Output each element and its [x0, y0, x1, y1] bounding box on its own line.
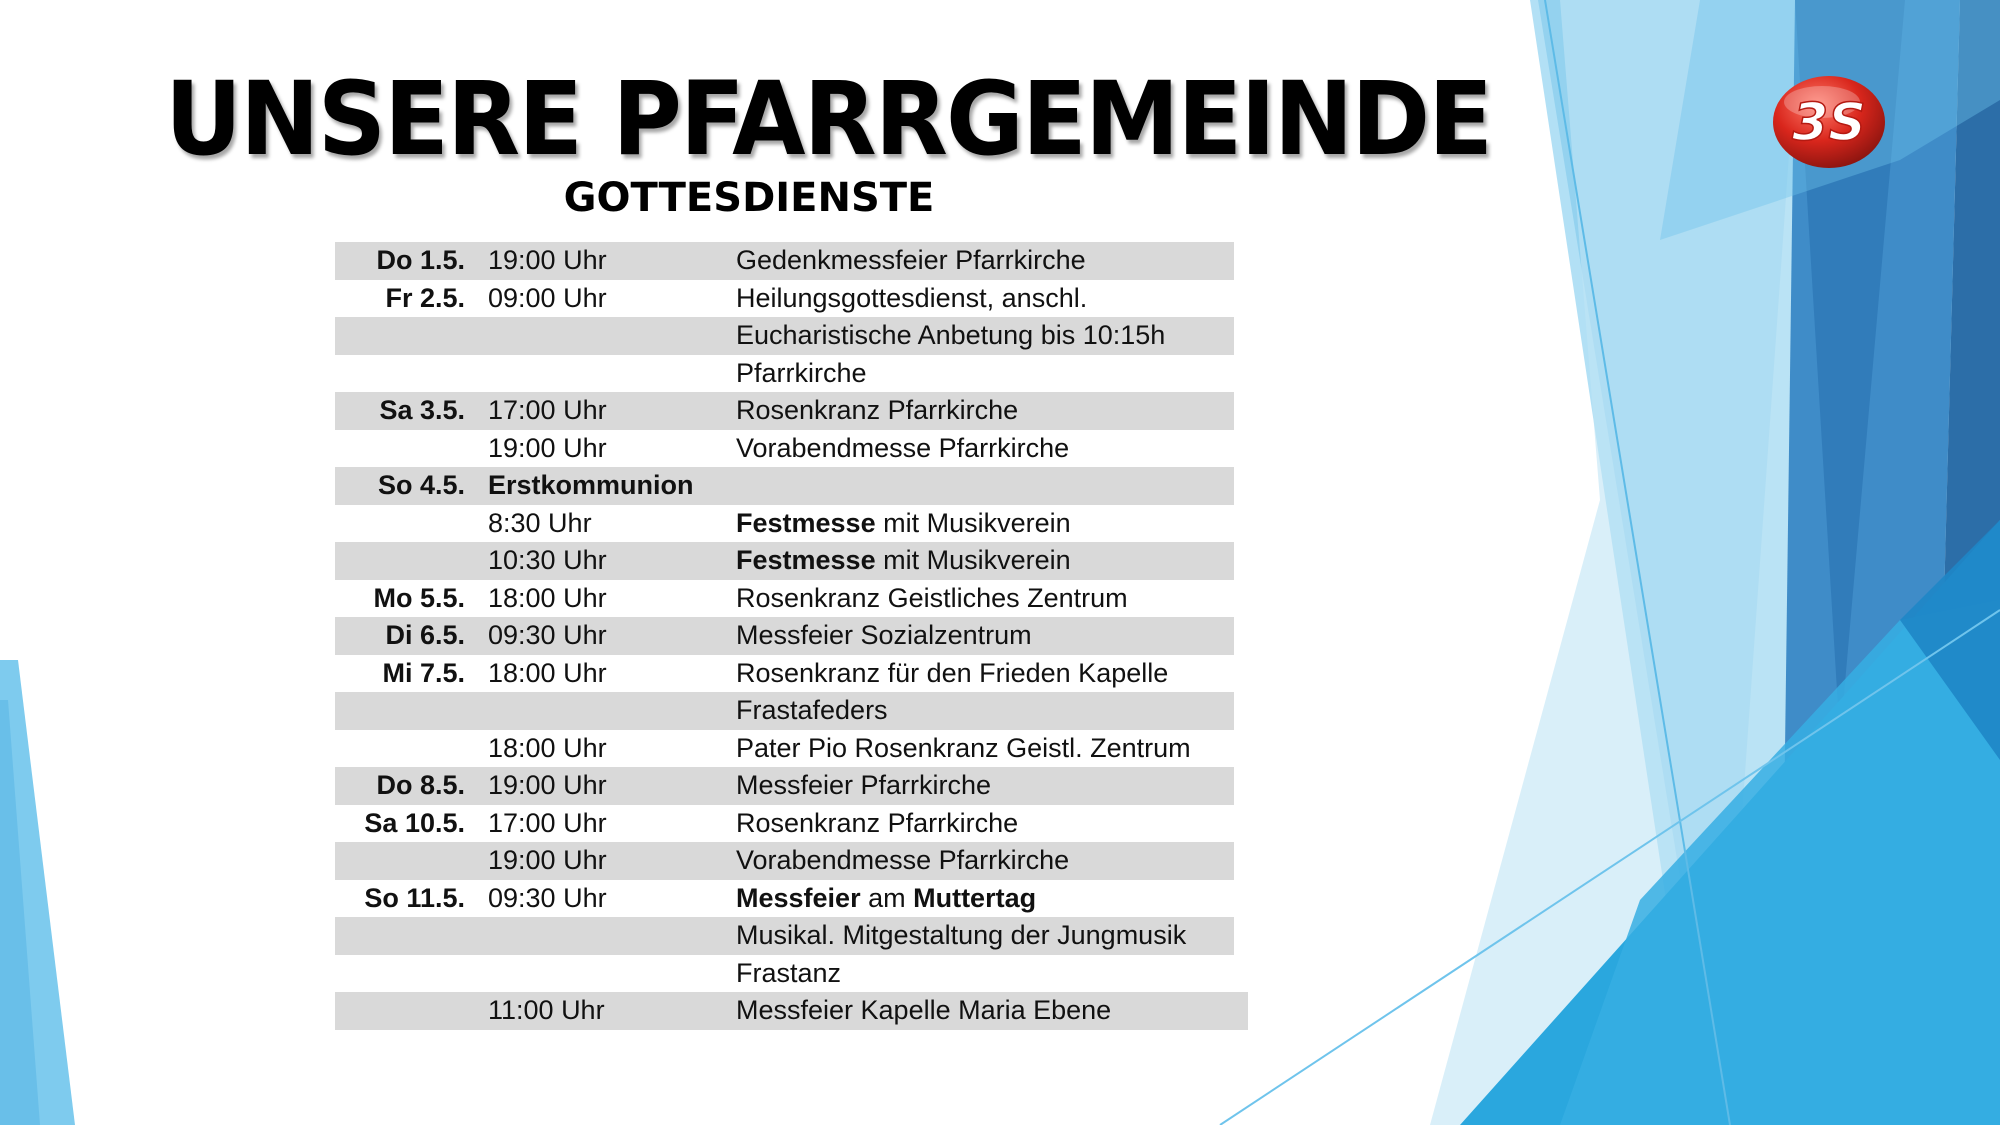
schedule-event-text: Messfeier Kapelle Maria Ebene	[736, 995, 1112, 1026]
schedule-day: So 4.5.	[377, 470, 465, 501]
schedule-time: 19:00 Uhr	[488, 432, 607, 463]
schedule-time: 17:00 Uhr	[488, 395, 607, 426]
schedule-event-text: am	[860, 882, 914, 913]
schedule-row	[335, 767, 1234, 805]
schedule-row	[335, 842, 1234, 880]
schedule-event-text: Musikal. Mitgestaltung der Jungmusik	[736, 920, 1187, 951]
schedule-time: 09:00 Uhr	[488, 282, 607, 313]
schedule-day: So 11.5.	[364, 882, 465, 913]
logo-3s-icon	[1770, 72, 1888, 172]
schedule-row	[335, 880, 1234, 918]
schedule-event	[736, 920, 1186, 951]
schedule-time: 17:00 Uhr	[488, 807, 607, 838]
schedule-event	[736, 283, 1087, 314]
schedule-event-text: Frastafeders	[736, 695, 888, 726]
schedule-row	[335, 542, 1234, 580]
schedule-day: Sa 3.5.	[379, 395, 465, 426]
schedule-event-text: mit Musikverein	[875, 545, 1071, 576]
schedule-row	[335, 505, 1234, 543]
schedule-day: Sa 10.5.	[364, 807, 465, 838]
schedule-time: Erstkommunion	[488, 470, 694, 501]
schedule-time: 8:30 Uhr	[488, 507, 592, 538]
schedule-event	[736, 245, 1086, 276]
schedule-row	[335, 242, 1234, 280]
schedule-day: Fr 2.5.	[385, 282, 465, 313]
schedule-time: 18:00 Uhr	[488, 732, 607, 763]
schedule-row	[335, 992, 1248, 1030]
schedule-event	[736, 620, 1032, 651]
schedule-event-text: Rosenkranz Pfarrkirche	[736, 807, 1019, 838]
schedule-day: Do 1.5.	[376, 245, 465, 276]
schedule-row	[335, 917, 1234, 955]
schedule-row	[335, 655, 1234, 693]
schedule-event	[736, 883, 1036, 914]
schedule-time: 11:00 Uhr	[488, 995, 605, 1026]
schedule-row	[335, 280, 1234, 318]
schedule-row	[335, 430, 1234, 468]
schedule-event	[736, 995, 1111, 1026]
schedule-event-text: Vorabendmesse Pfarrkirche	[736, 432, 1070, 463]
schedule-event-text: Muttertag	[913, 882, 1037, 913]
schedule-event-text: mit Musikverein	[875, 507, 1071, 538]
page-subtitle: GOTTESDIENSTE	[563, 175, 935, 221]
schedule-row	[335, 617, 1234, 655]
schedule-event	[736, 433, 1069, 464]
schedule-event-text: Festmesse	[736, 545, 876, 576]
schedule-event	[736, 808, 1018, 839]
schedule-time: 09:30 Uhr	[488, 882, 607, 913]
schedule-event	[736, 395, 1018, 426]
schedule-event-text: Pater Pio Rosenkranz Geistl. Zentrum	[736, 732, 1191, 763]
schedule-event	[736, 583, 1128, 614]
logo-text: 3S	[1792, 93, 1866, 153]
schedule-event-text: Heilungsgottesdienst, anschl.	[736, 282, 1088, 313]
schedule-time: 19:00 Uhr	[488, 770, 607, 801]
schedule-time: 10:30 Uhr	[488, 545, 607, 576]
schedule-event-text: Festmesse	[736, 507, 876, 538]
schedule-time: 18:00 Uhr	[488, 582, 607, 613]
schedule-event-text: Messfeier	[736, 882, 861, 913]
schedule-day: Di 6.5.	[385, 620, 465, 651]
schedule-event-text: Rosenkranz für den Frieden Kapelle	[736, 657, 1169, 688]
page-title: UNSERE PFARRGEMEINDE	[165, 60, 1492, 179]
service-schedule-table	[335, 242, 1248, 1030]
schedule-event	[736, 958, 841, 989]
schedule-event	[736, 845, 1069, 876]
schedule-event-text: Eucharistische Anbetung bis 10:15h	[736, 320, 1166, 351]
schedule-row	[335, 392, 1234, 430]
schedule-event	[736, 508, 1071, 539]
schedule-event	[736, 658, 1168, 689]
schedule-row	[335, 355, 1234, 393]
schedule-time: 18:00 Uhr	[488, 657, 607, 688]
schedule-event	[736, 358, 867, 389]
schedule-row	[335, 317, 1234, 355]
schedule-event-text: Pfarrkirche	[736, 357, 867, 388]
schedule-event	[736, 545, 1071, 576]
schedule-day: Mo 5.5.	[373, 582, 465, 613]
schedule-row	[335, 467, 1234, 505]
schedule-row	[335, 692, 1234, 730]
schedule-time: 09:30 Uhr	[488, 620, 607, 651]
schedule-time: 19:00 Uhr	[488, 845, 607, 876]
schedule-event	[736, 320, 1165, 351]
schedule-row	[335, 955, 1234, 993]
schedule-event	[736, 770, 991, 801]
schedule-row	[335, 580, 1234, 618]
schedule-event-text: Messfeier Sozialzentrum	[736, 620, 1032, 651]
schedule-row	[335, 730, 1234, 768]
schedule-event	[736, 733, 1191, 764]
schedule-row	[335, 805, 1234, 843]
schedule-time: 19:00 Uhr	[488, 245, 607, 276]
schedule-event	[736, 695, 888, 726]
schedule-event-text: Rosenkranz Pfarrkirche	[736, 395, 1019, 426]
schedule-day: Do 8.5.	[376, 770, 465, 801]
schedule-event-text: Frastanz	[736, 957, 842, 988]
schedule-event-text: Messfeier Pfarrkirche	[736, 770, 992, 801]
schedule-event-text: Vorabendmesse Pfarrkirche	[736, 845, 1070, 876]
schedule-event-text: Rosenkranz Geistliches Zentrum	[736, 582, 1128, 613]
schedule-event-text: Gedenkmessfeier Pfarrkirche	[736, 245, 1086, 276]
schedule-day: Mi 7.5.	[382, 657, 465, 688]
